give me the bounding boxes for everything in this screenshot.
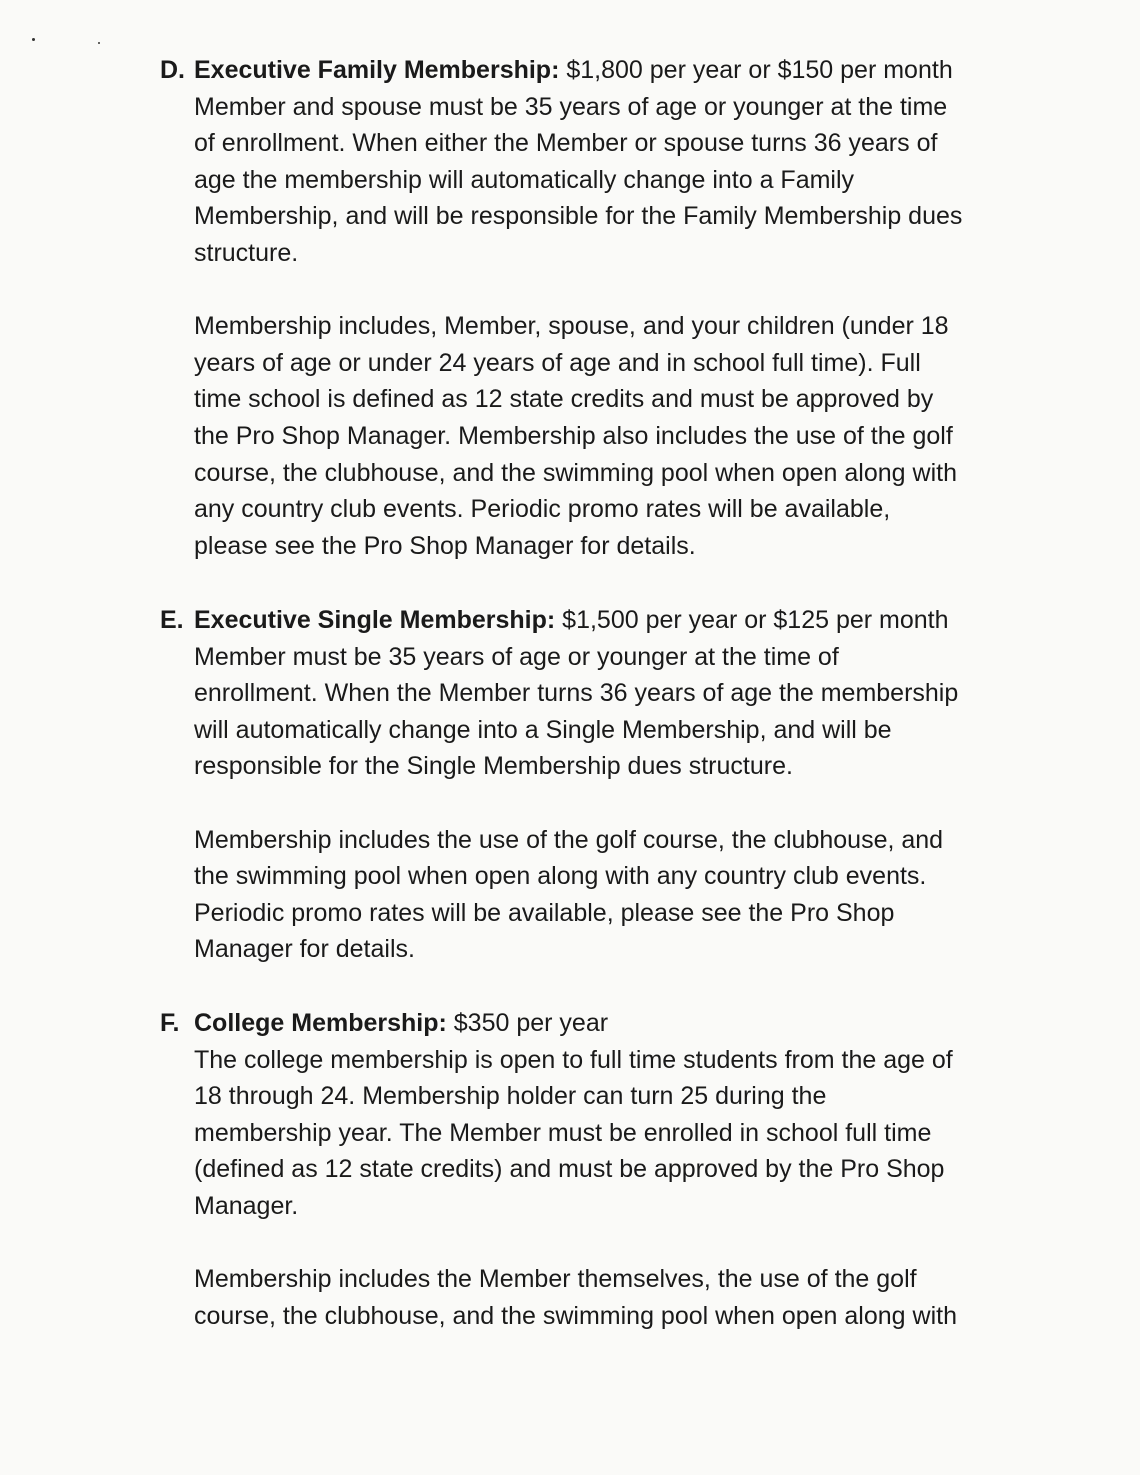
membership-price: $1,800 per year or $150 per month <box>559 56 953 84</box>
section-letter: F. <box>160 1009 180 1037</box>
inclusions-paragraph: Membership includes, Member, spouse, and your children (under 18 years of age or under 24 years of age and in school full time). Full time school is defined as 12 state credits and must be approved by the Pro Shop Manager. Membership also includes the use of the golf course, the clubhouse, and the swimming pool when open along with any country club events. Periodic promo rates will be available, please see the Pro Shop Manager for details. <box>194 312 957 560</box>
section-executive-family-membership <box>160 52 1040 564</box>
section-heading <box>160 1005 1040 1042</box>
membership-price: $350 per year <box>446 1009 609 1037</box>
scan-speck <box>98 42 100 44</box>
section-letter: E. <box>160 606 184 634</box>
section-heading <box>160 52 1040 89</box>
membership-title: College Membership: <box>194 1009 447 1037</box>
eligibility-paragraph: The college membership is open to full time students from the age of 18 through 24. Membership holder can turn 25 during the membership year. The Member must be enrolled in school full time (defined as 12 state credits) and must be approved by the Pro Shop Manager. <box>194 1045 953 1220</box>
membership-title: Executive Single Membership: <box>194 606 556 634</box>
scan-speck <box>32 38 35 41</box>
eligibility-paragraph: Member must be 35 years of age or younger at the time of enrollment. When the Member turns 36 years of age the membership will automatically change into a Single Membership, and will be responsible for the Single Membership dues structure. <box>194 642 959 781</box>
inclusions-paragraph: Membership includes the use of the golf course, the clubhouse, and the swimming pool when open along with any country club events. Periodic promo rates will be available, please see the Pro Shop Manager for details. <box>194 825 944 964</box>
section-executive-single-membership <box>160 602 1040 968</box>
section-letter: D. <box>160 56 185 84</box>
section-college-membership <box>160 1005 1040 1334</box>
section-heading <box>160 602 1040 639</box>
membership-title: Executive Family Membership: <box>194 56 560 84</box>
membership-price: $1,500 per year or $125 per month <box>555 606 949 634</box>
eligibility-paragraph: Member and spouse must be 35 years of age or younger at the time of enrollment. When either the Member or spouse turns 36 years of age the membership will automatically change into a Family Membership, and will be responsible for the Family Membership dues structure. <box>194 92 963 267</box>
inclusions-paragraph: Membership includes the Member themselves, the use of the golf course, the clubhouse, and the swimming pool when open along with <box>194 1265 957 1330</box>
